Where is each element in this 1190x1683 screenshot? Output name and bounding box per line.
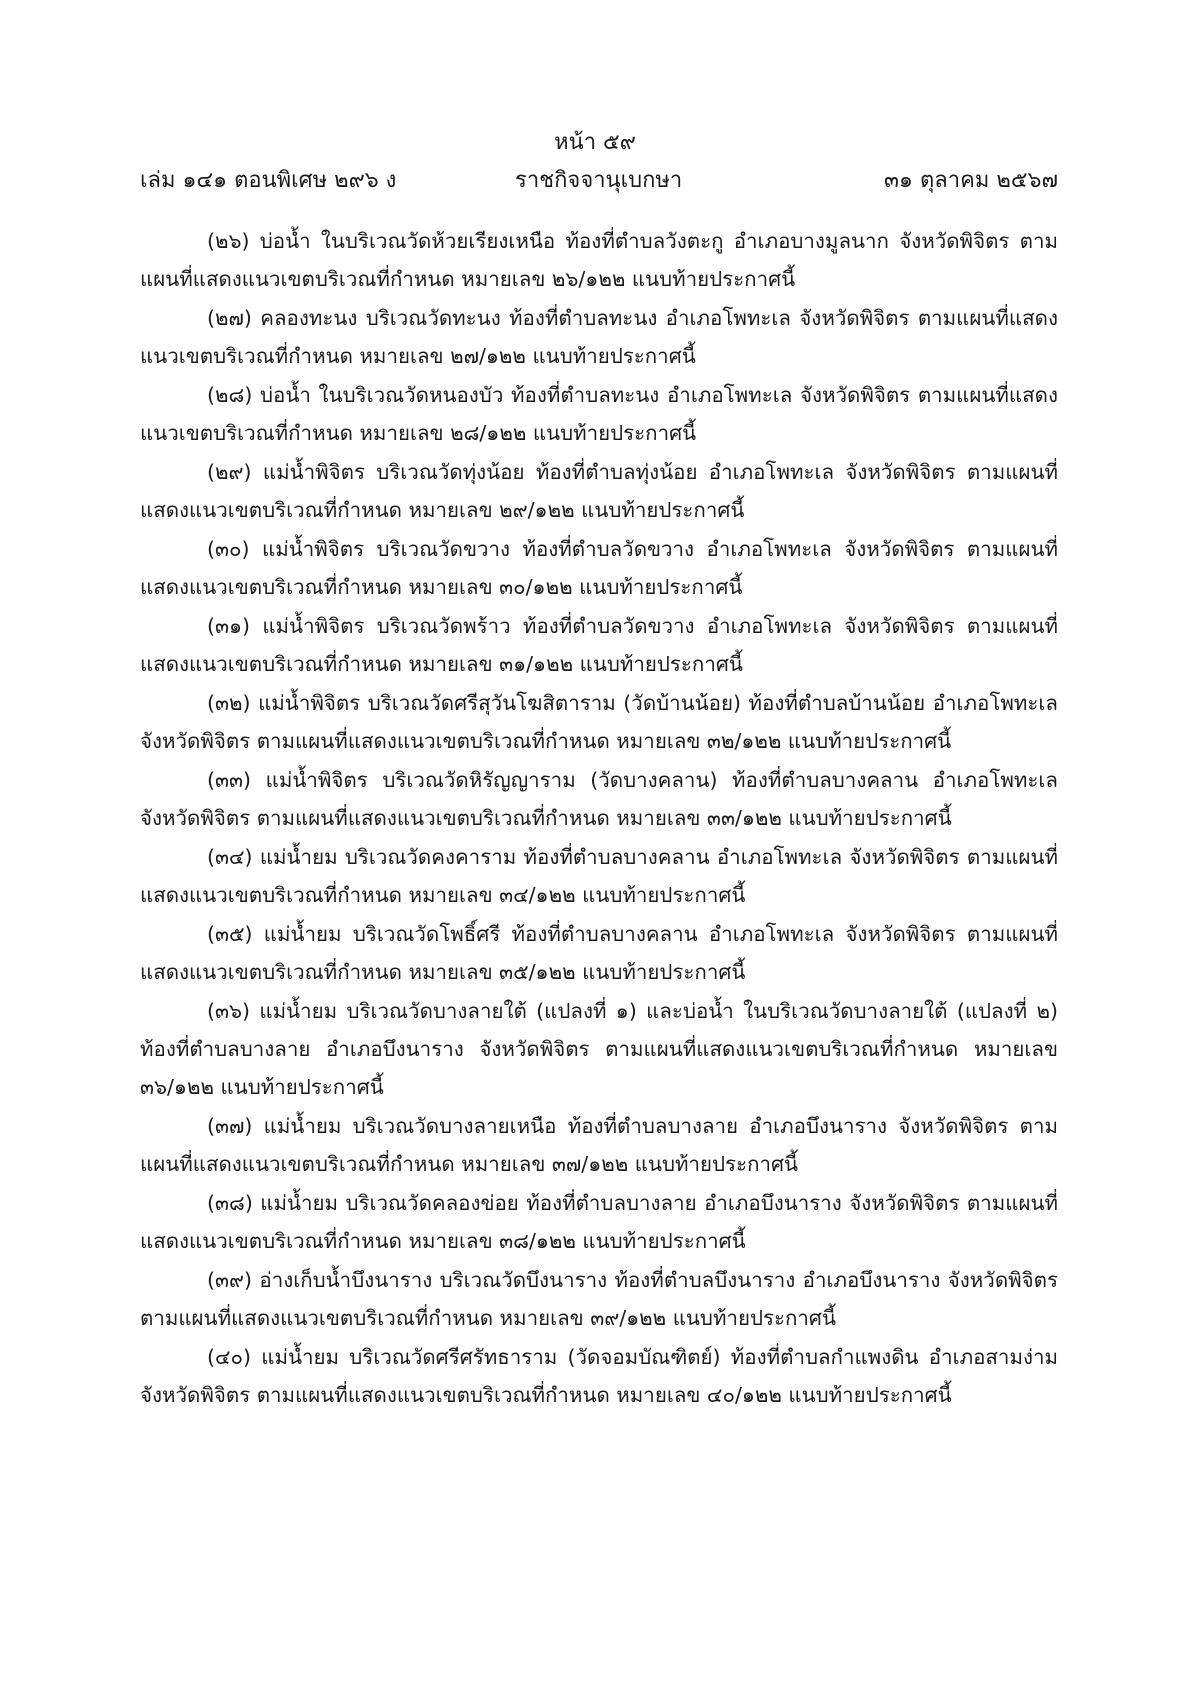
item-number: (๔๐) <box>207 1345 252 1369</box>
item-number: (๒๖) <box>207 229 250 253</box>
item-text: บ่อน้ำ ในบริเวณวัดหนองบัว ท้องที่ตำบลทะนง อำเภอโพทะเล จังหวัดพิจิตร ตามแผนที่แสดงแนวเขตบริเวณที่กำหนด หมายเลข ๒๘/๑๒๒ แนบท้ายประกาศนี้ <box>140 383 1058 445</box>
item-number: (๓๑) <box>207 614 251 638</box>
item-text: แม่น้ำพิจิตร บริเวณวัดทุ่งน้อย ท้องที่ตำบลทุ่งน้อย อำเภอโพทะเล จังหวัดพิจิตร ตามแผนที่แสดงแนวเขตบริเวณที่กำหนด หมายเลข ๒๙/๑๒๒ แนบท้ายประกาศนี้ <box>140 460 1058 522</box>
item-text: แม่น้ำยม บริเวณวัดคลองข่อย ท้องที่ตำบลบางลาย อำเภอบึงนาราง จังหวัดพิจิตร ตามแผนที่แสดงแนวเขตบริเวณที่กำหนด หมายเลข ๓๘/๑๒๒ แนบท้ายประกาศนี้ <box>140 1191 1058 1253</box>
list-item <box>140 376 1058 452</box>
volume-issue: เล่ม ๑๔๑ ตอนพิเศษ ๒๙๖ ง <box>140 168 397 193</box>
document-body <box>140 222 1058 1415</box>
item-number: (๒๘) <box>207 383 253 407</box>
item-text: แม่น้ำยม บริเวณวัดบางลายเหนือ ท้องที่ตำบลบางลาย อำเภอบึงนาราง จังหวัดพิจิตร ตามแผนที่แสดงแนวเขตบริเวณที่กำหนด หมายเลข ๓๗/๑๒๒ แนบท้ายประกาศนี้ <box>140 1114 1058 1176</box>
item-text: แม่น้ำยม บริเวณวัดโพธิ์ศรี ท้องที่ตำบลบางคลาน อำเภอโพทะเล จังหวัดพิจิตร ตามแผนที่แสดงแนวเขตบริเวณที่กำหนด หมายเลข ๓๕/๑๒๒ แนบท้ายประกาศนี้ <box>140 922 1058 984</box>
item-text: แม่น้ำพิจิตร บริเวณวัดศรีสุวันโฆสิตาราม (วัดบ้านน้อย) ท้องที่ตำบลบ้านน้อย อำเภอโพทะเล จังหวัดพิจิตร ตามแผนที่แสดงแนวเขตบริเวณที่กำหนด หมายเลข ๓๒/๑๒๒ แนบท้ายประกาศนี้ <box>140 691 1058 753</box>
item-text: อ่างเก็บน้ำบึงนาราง บริเวณวัดบึงนาราง ท้องที่ตำบลบึงนาราง อำเภอบึงนาราง จังหวัดพิจิตร ตามแผนที่แสดงแนวเขตบริเวณที่กำหนด หมายเลข ๓๙/๑๒๒ แนบท้ายประกาศนี้ <box>140 1268 1058 1330</box>
page-number: หน้า ๕๙ <box>554 130 636 155</box>
item-number: (๒๗) <box>207 306 252 330</box>
list-item <box>140 915 1058 991</box>
item-number: (๓๗) <box>207 1114 253 1138</box>
list-item <box>140 1184 1058 1260</box>
list-item <box>140 761 1058 837</box>
item-text: บ่อน้ำ ในบริเวณวัดห้วยเรียงเหนือ ท้องที่ตำบลวังตะกู อำเภอบางมูลนาก จังหวัดพิจิตร ตามแผนที่แสดงแนวเขตบริเวณที่กำหนด หมายเลข ๒๖/๑๒๒ แนบท้ายประกาศนี้ <box>140 229 1058 291</box>
item-text: คลองทะนง บริเวณวัดทะนง ท้องที่ตำบลทะนง อำเภอโพทะเล จังหวัดพิจิตร ตามแผนที่แสดงแนวเขตบริเวณที่กำหนด หมายเลข ๒๗/๑๒๒ แนบท้ายประกาศนี้ <box>140 306 1058 368</box>
item-number: (๓๖) <box>207 999 251 1023</box>
item-text: แม่น้ำพิจิตร บริเวณวัดพร้าว ท้องที่ตำบลวัดขวาง อำเภอโพทะเล จังหวัดพิจิตร ตามแผนที่แสดงแนวเขตบริเวณที่กำหนด หมายเลข ๓๑/๑๒๒ แนบท้ายประกาศนี้ <box>140 614 1058 676</box>
item-number: (๓๓) <box>207 768 252 792</box>
item-text: แม่น้ำยม บริเวณวัดคงคาราม ท้องที่ตำบลบางคลาน อำเภอโพทะเล จังหวัดพิจิตร ตามแผนที่แสดงแนวเขตบริเวณที่กำหนด หมายเลข ๓๔/๑๒๒ แนบท้ายประกาศนี้ <box>140 845 1058 907</box>
list-item <box>140 607 1058 683</box>
list-item <box>140 453 1058 529</box>
item-number: (๓๕) <box>207 922 253 946</box>
item-text: แม่น้ำพิจิตร บริเวณวัดหิรัญญาราม (วัดบางคลาน) ท้องที่ตำบลบางคลาน อำเภอโพทะเล จังหวัดพิจิตร ตามแผนที่แสดงแนวเขตบริเวณที่กำหนด หมายเลข ๓๓/๑๒๒ แนบท้ายประกาศนี้ <box>140 768 1058 830</box>
list-item <box>140 1107 1058 1183</box>
list-item <box>140 838 1058 914</box>
item-number: (๓๘) <box>207 1191 253 1215</box>
item-number: (๓๒) <box>207 691 251 715</box>
list-item <box>140 222 1058 298</box>
item-number: (๒๙) <box>207 460 252 484</box>
item-number: (๓๐) <box>207 537 250 561</box>
item-text: แม่น้ำพิจิตร บริเวณวัดขวาง ท้องที่ตำบลวัดขวาง อำเภอโพทะเล จังหวัดพิจิตร ตามแผนที่แสดงแนวเขตบริเวณที่กำหนด หมายเลข ๓๐/๑๒๒ แนบท้ายประกาศนี้ <box>140 537 1058 599</box>
publication-date: ๓๑ ตุลาคม ๒๕๖๗ <box>884 168 1058 193</box>
item-text: แม่น้ำยม บริเวณวัดบางลายใต้ (แปลงที่ ๑) และบ่อน้ำ ในบริเวณวัดบางลายใต้ (แปลงที่ ๒) ท้องที่ตำบลบางลาย อำเภอบึงนาราง จังหวัดพิจิตร ตามแผนที่แสดงแนวเขตบริเวณที่กำหนด หมายเลข ๓๖/๑๒๒ แนบท้ายประกาศนี้ <box>140 999 1058 1099</box>
running-header <box>140 162 1058 196</box>
list-item <box>140 1261 1058 1337</box>
list-item <box>140 992 1058 1106</box>
list-item <box>140 1338 1058 1414</box>
item-text: แม่น้ำยม บริเวณวัดศรีศรัทธาราม (วัดจอมบัณฑิตย์) ท้องที่ตำบลกำแพงดิน อำเภอสามง่าม จังหวัดพิจิตร ตามแผนที่แสดงแนวเขตบริเวณที่กำหนด หมายเลข ๔๐/๑๒๒ แนบท้ายประกาศนี้ <box>140 1345 1058 1407</box>
list-item <box>140 299 1058 375</box>
list-item <box>140 530 1058 606</box>
item-number: (๓๙) <box>207 1268 253 1292</box>
list-item <box>140 684 1058 760</box>
publication-title: ราชกิจจานุเบกษา <box>515 168 683 193</box>
item-number: (๓๔) <box>207 845 253 869</box>
